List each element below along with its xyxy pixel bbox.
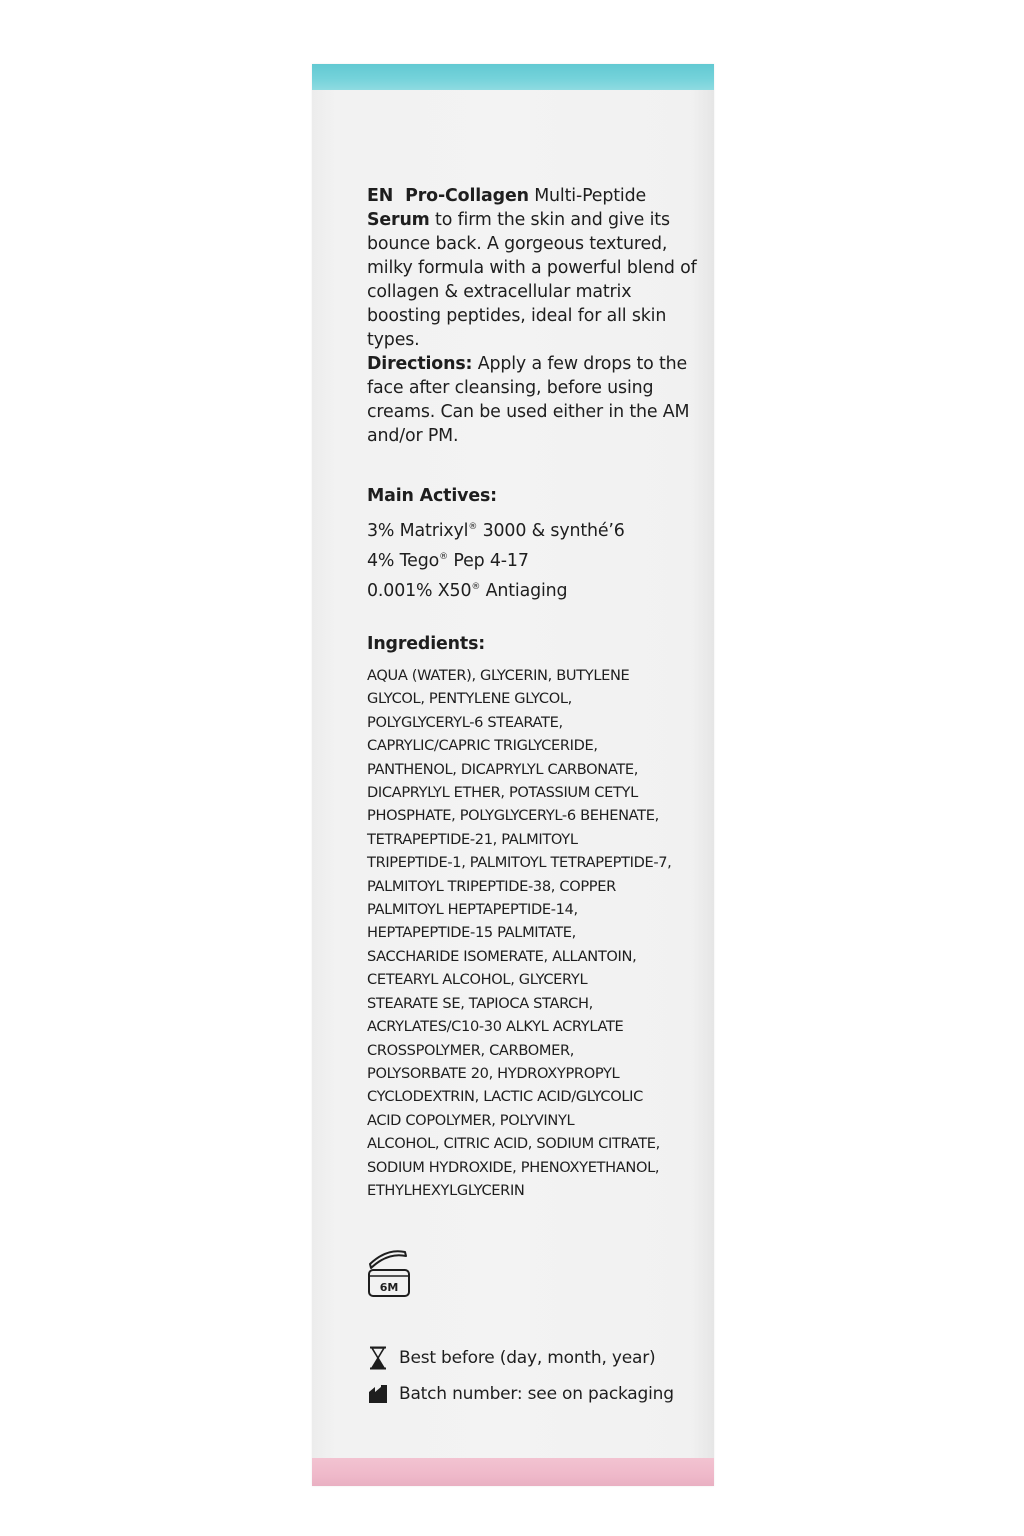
product-description: [367, 184, 697, 448]
directions-label: Directions:: [367, 354, 473, 374]
ingredient-line: CAPRYLIC/CAPRIC TRIGLYCERIDE,: [367, 737, 598, 755]
language-code: EN: [367, 186, 394, 206]
description-body: to firm the skin and give its bounce back. A gorgeous textured, milky formula with a powerful blend of collagen & extracellular matrix boosting peptides, ideal for all skin types.: [367, 210, 697, 350]
best-before-row: [367, 1346, 655, 1370]
factory-batch-icon: [367, 1382, 389, 1406]
top-color-band: [312, 64, 714, 90]
ingredient-line: SODIUM HYDROXIDE, PHENOXYETHANOL,: [367, 1158, 660, 1176]
active-item: 0.001% X50® Antiaging: [367, 581, 568, 601]
best-before-text: Best before (day, month, year): [399, 1348, 656, 1368]
batch-number-text: Batch number: see on packaging: [399, 1384, 674, 1404]
active-item: 3% Matrixyl® 3000 & synthé’6: [367, 521, 625, 541]
ingredient-line: PANTHENOL, DICAPRYLYL CARBONATE,: [367, 760, 639, 778]
ingredient-line: DICAPRYLYL ETHER, POTASSIUM CETYL: [367, 784, 638, 802]
ingredient-line: ALCOHOL, CITRIC ACID, SODIUM CITRATE,: [367, 1135, 660, 1153]
pao-label: 6M: [379, 1281, 399, 1294]
ingredient-line: AQUA (WATER), GLYCERIN, BUTYLENE: [367, 667, 630, 684]
product-name-bold: Pro-Collagen: [405, 186, 529, 206]
ingredient-line: SACCHARIDE ISOMERATE, ALLANTOIN,: [367, 947, 637, 965]
ingredients-list: [367, 664, 702, 1202]
directions-text: Apply a few drops to the face after cleansing, before using creams. Can be used either in the AM and/or PM.: [367, 354, 690, 446]
ingredient-line: HEPTAPEPTIDE-15 PALMITATE,: [367, 924, 576, 942]
ingredient-line: PALMITOYL TRIPEPTIDE-38, COPPER: [367, 877, 616, 895]
product-box-side-panel: [312, 64, 714, 1486]
ingredient-line: GLYCOL, PENTYLENE GLYCOL,: [367, 690, 572, 708]
label-content: [367, 184, 697, 1202]
bottom-color-band: [312, 1458, 714, 1486]
ingredient-line: CETEARYL ALCOHOL, GLYCERYL: [367, 971, 588, 989]
actives-list: [367, 514, 697, 604]
ingredient-line: PHOSPHATE, POLYGLYCERYL-6 BEHENATE,: [367, 807, 659, 825]
ingredient-line: TRIPEPTIDE-1, PALMITOYL TETRAPEPTIDE-7,: [367, 854, 672, 872]
batch-number-row: [367, 1382, 674, 1406]
ingredient-line: TETRAPEPTIDE-21, PALMITOYL: [367, 830, 578, 848]
ingredient-line: CROSSPOLYMER, CARBOMER,: [367, 1041, 575, 1059]
ingredient-line: PALMITOYL HEPTAPEPTIDE-14,: [367, 901, 578, 919]
ingredient-line: ETHYLHEXYLGLYCERIN: [367, 1181, 525, 1199]
actives-title: Main Actives:: [367, 486, 497, 506]
ingredient-line: STEARATE SE, TAPIOCA STARCH,: [367, 994, 593, 1012]
ingredient-line: CYCLODEXTRIN, LACTIC ACID/GLYCOLIC: [367, 1088, 643, 1106]
ingredient-line: POLYSORBATE 20, HYDROXYPROPYL: [367, 1064, 620, 1082]
open-jar-icon: [367, 1246, 411, 1298]
ingredient-line: ACRYLATES/C10-30 ALKYL ACRYLATE: [367, 1018, 624, 1036]
serum-bold: Serum: [367, 210, 430, 230]
ingredients-title: Ingredients:: [367, 634, 486, 654]
active-item: 4% Tego® Pep 4-17: [367, 551, 529, 571]
hourglass-icon: [367, 1346, 389, 1370]
ingredient-line: ACID COPOLYMER, POLYVINYL: [367, 1111, 575, 1129]
product-name-rest: Multi-Peptide: [528, 186, 647, 206]
ingredient-line: POLYGLYCERYL-6 STEARATE,: [367, 713, 563, 731]
